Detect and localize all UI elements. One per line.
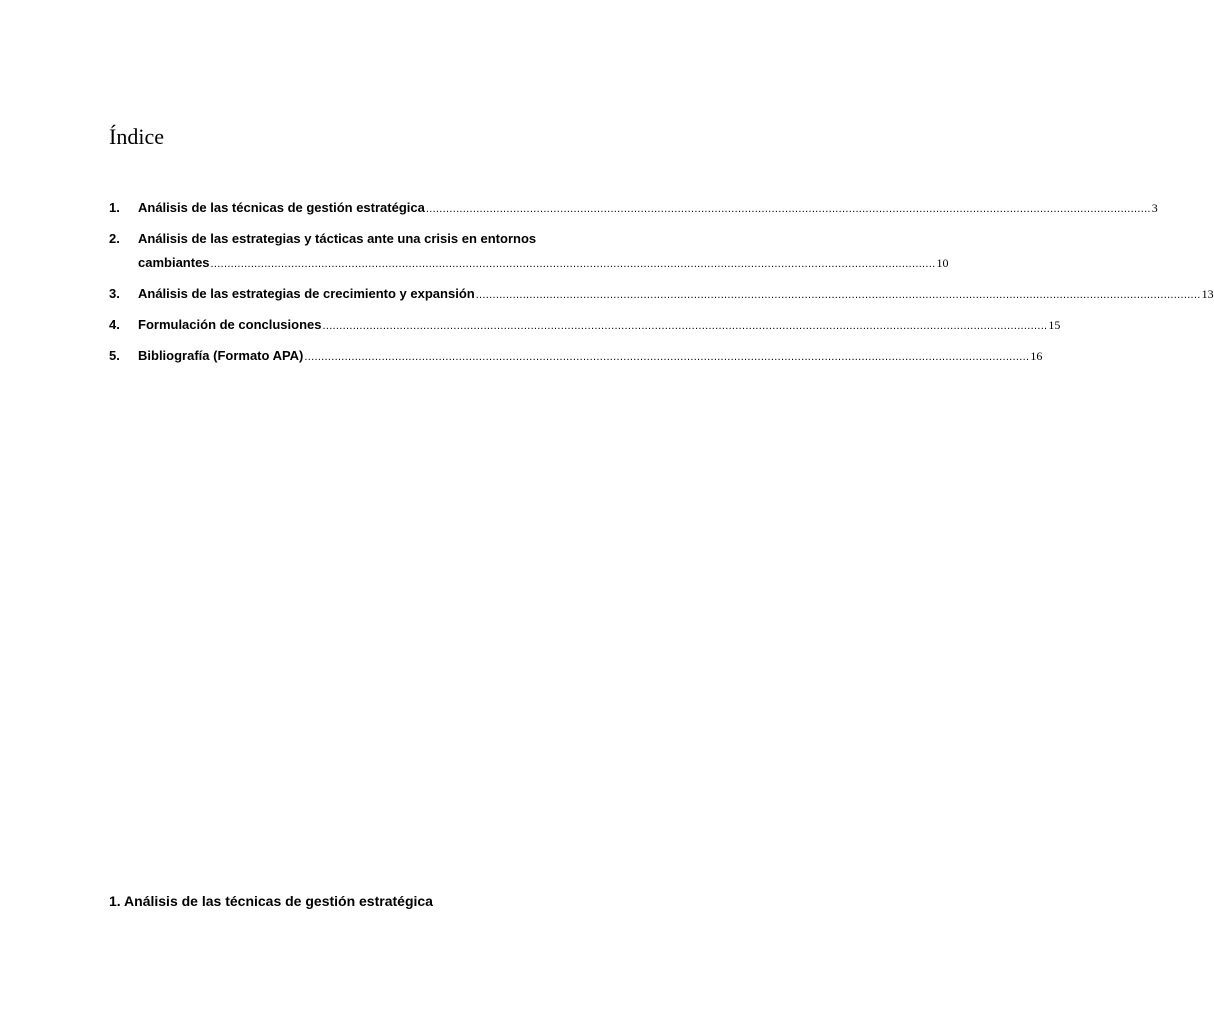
toc-entry-text: Análisis de las estrategias de crecimiento y expansión bbox=[138, 286, 475, 301]
toc-entry-page: 10 bbox=[936, 256, 949, 270]
toc-entry[interactable] bbox=[109, 196, 1158, 221]
toc-dot-leader bbox=[476, 283, 1201, 307]
toc-entry-page: 15 bbox=[1048, 318, 1061, 332]
toc-entry-number: 2. bbox=[109, 231, 120, 246]
section-heading: 1. Análisis de las técnicas de gestión estratégica bbox=[109, 893, 433, 909]
toc-entry-number: 5. bbox=[109, 348, 120, 363]
toc-dot-leader bbox=[304, 345, 1029, 369]
toc-entry-page: 13 bbox=[1201, 287, 1214, 301]
toc-entry-text: Formulación de conclusiones bbox=[138, 317, 322, 332]
table-of-contents bbox=[109, 196, 1214, 375]
toc-entry-number: 4. bbox=[109, 317, 120, 332]
toc-entry-text: Bibliografía (Formato APA) bbox=[138, 348, 304, 363]
toc-dot-leader bbox=[426, 197, 1151, 221]
toc-entry[interactable] bbox=[109, 344, 1043, 369]
toc-entry[interactable] bbox=[109, 313, 1061, 338]
toc-entry-text: Análisis de las técnicas de gestión estratégica bbox=[138, 200, 425, 215]
toc-entry[interactable] bbox=[109, 282, 1214, 307]
toc-dot-leader bbox=[211, 252, 936, 276]
toc-entry-text: Análisis de las estrategias y tácticas ante una crisis en entornos bbox=[138, 231, 537, 246]
toc-entry-text-continuation: cambiantes bbox=[138, 255, 210, 270]
toc-entry-page: 3 bbox=[1151, 201, 1158, 215]
toc-entry-number: 3. bbox=[109, 286, 120, 301]
index-title: Índice bbox=[109, 124, 164, 149]
toc-entry-page: 16 bbox=[1030, 349, 1043, 363]
toc-dot-leader bbox=[322, 314, 1047, 338]
toc-entry[interactable] bbox=[109, 227, 949, 276]
toc-entry-number: 1. bbox=[109, 200, 120, 215]
